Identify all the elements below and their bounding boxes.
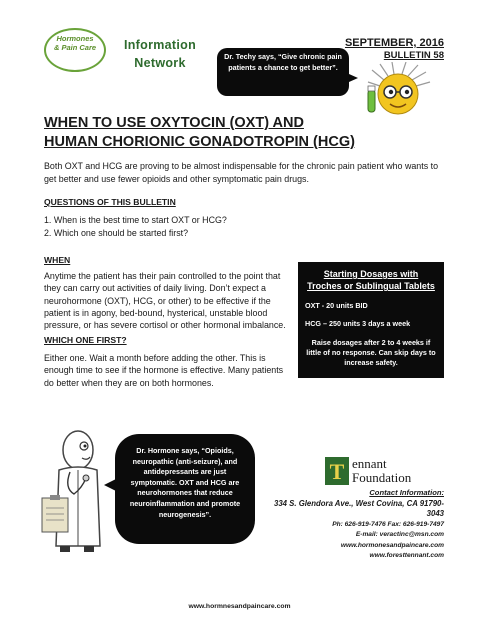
contact-email[interactable]: E-mail: veractinc@msn.com	[355, 531, 444, 538]
logo-letter: T	[329, 459, 345, 484]
network-title	[110, 36, 210, 72]
dosage-box-title	[305, 268, 437, 292]
dosage-box-title-line-1: Starting Dosages with	[323, 269, 419, 279]
article-title-line-2: HUMAN CHORIONIC GONADOTROPIN (HCG)	[44, 134, 355, 150]
question-item: 1. When is the best time to start OXT or HCG?	[44, 215, 227, 225]
oxt-dosage: OXT - 20 units BID	[305, 301, 368, 310]
article-title	[44, 114, 434, 152]
questions-heading: QUESTIONS OF THIS BULLETIN	[44, 197, 176, 207]
dosage-box-title-line-2: Troches or Sublingual Tablets	[307, 281, 435, 291]
contact-website-1[interactable]: www.hormonesandpaincare.com	[340, 541, 444, 549]
tennant-tree-logo	[325, 457, 349, 485]
starting-dosages-box	[298, 262, 444, 378]
contact-website-2[interactable]: www.foresttennant.com	[369, 552, 444, 559]
dosage-note: Raise dosages after 2 to 4 weeks if little of no response. Can skip days to increase safety.	[306, 338, 436, 367]
logo-text-line-2: & Pain Care	[53, 43, 97, 52]
question-item: 2. Which one should be started first?	[44, 228, 189, 238]
network-title-line-1: Information	[123, 38, 197, 52]
when-paragraph: Anytime the patient has their pain controlled to the point that they can carry out activities of daily living. Don’t expect a neurohormone (OXT), HCG, or other) to be effective if the patient is in agony, bed-bound, hysterical, unstable blood pressure, or has severe cortisol or other hormonal imbalance.	[44, 271, 286, 331]
contact-address: 334 S. Glendora Ave., West Covina, CA 91790-3043	[273, 498, 444, 518]
network-title-line-2: Network	[134, 56, 186, 70]
contact-heading: Contact Information:	[369, 488, 444, 497]
foundation-name: ennant	[352, 456, 387, 471]
which-first-heading: WHICH ONE FIRST?	[44, 335, 127, 345]
foundation-subtitle: Foundation	[352, 470, 412, 485]
questions-list	[44, 214, 304, 240]
hormone-speech-bubble: Dr. Hormone says, “Opioids, neuropathic (anti-seizure), and antidepressants are just symptomatic. OXT and HCG are neurohormones that reduce neuroinflammation and promote neurogenesis”.	[115, 434, 255, 544]
techy-speech-bubble: Dr. Techy says, “Give chronic pain patients a chance to get better”.	[217, 48, 349, 96]
bulletin-number: BULLETIN 58	[383, 50, 444, 61]
dr-hormone-cartoon-icon	[34, 428, 116, 558]
article-title-line-1: WHEN TO USE OXYTOCIN (OXT) AND	[44, 115, 304, 131]
logo-text-line-1: Hormones	[56, 34, 94, 43]
contact-information	[270, 488, 444, 562]
which-first-paragraph: Either one. Wait a month before adding the other. This is enough time to see if the hormone is effective. Many patients do better when they are on both hormones.	[44, 353, 284, 388]
footer-website[interactable]: www.hormnesandpaincare.com	[188, 603, 291, 610]
contact-phone: Ph: 626-919-7476 Fax: 626-919-7497	[332, 520, 444, 528]
issue-date: SEPTEMBER, 2016	[344, 37, 444, 49]
intro-paragraph: Both OXT and HCG are proving to be almost indispensable for the chronic pain patient who wants to get better and use fewer opioids and other symptomatic pain drugs.	[44, 161, 439, 184]
when-heading: WHEN	[44, 255, 71, 265]
logo-text	[44, 34, 106, 52]
hcg-dosage: HCG – 250 units 3 days a week	[305, 319, 411, 328]
tree-icon	[325, 457, 349, 485]
